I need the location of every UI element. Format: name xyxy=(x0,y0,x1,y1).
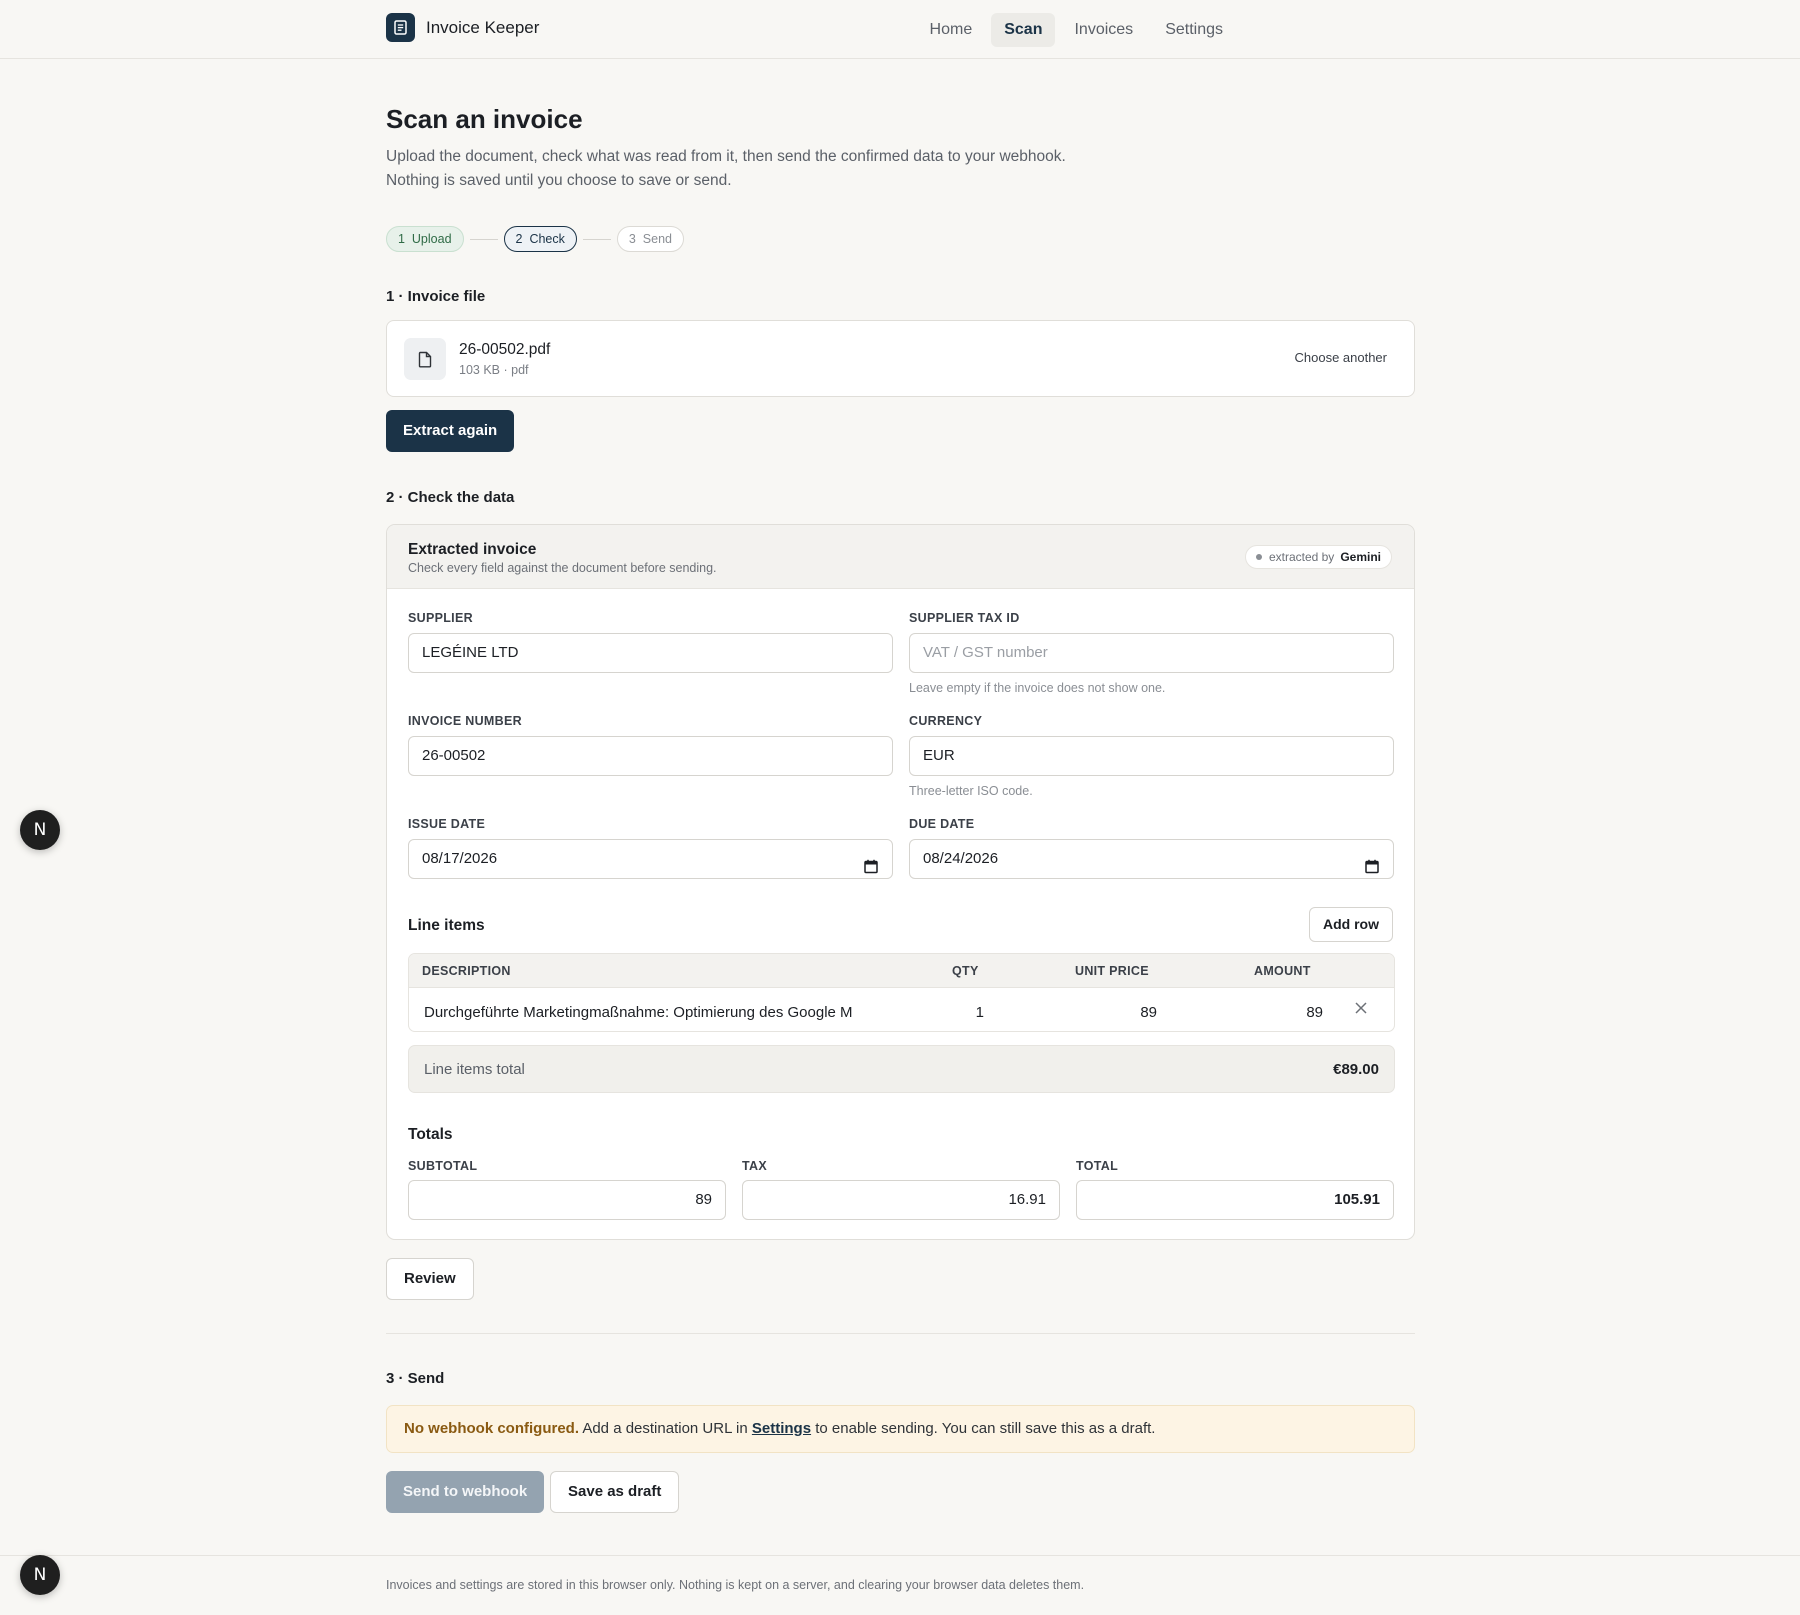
issue-date-input[interactable] xyxy=(408,839,893,879)
calendar-icon[interactable] xyxy=(864,851,878,889)
line-qty-input[interactable]: 1 xyxy=(975,1004,984,1021)
stepper xyxy=(386,226,684,252)
invoice-number-input[interactable]: 26-00502 xyxy=(408,736,893,776)
status-dot-icon xyxy=(1256,554,1262,560)
line-items-total-value: €89.00 xyxy=(1333,1061,1379,1078)
subtotal-label: SUBTOTAL xyxy=(408,1159,478,1173)
save-as-draft-button[interactable]: Save as draft xyxy=(550,1471,679,1513)
page-subtitle: Upload the document, check what was read from it, then send the confirmed data to your webhook. Nothing is saved until you choose to save or send. xyxy=(386,148,1066,189)
currency-hint: Three-letter ISO code. xyxy=(909,784,1033,798)
file-card xyxy=(386,320,1415,397)
extracted-invoice-card xyxy=(386,524,1415,1240)
settings-link[interactable]: Settings xyxy=(751,1420,812,1437)
step-send xyxy=(617,226,684,252)
app-name: Invoice Keeper xyxy=(426,17,540,37)
step-number: 1 xyxy=(398,232,405,246)
calendar-icon[interactable] xyxy=(1365,851,1379,889)
due-date-value: 08/24/2026 xyxy=(923,850,999,867)
step-label: Upload xyxy=(411,232,452,246)
line-items-title: Line items xyxy=(408,917,485,934)
footer xyxy=(0,1555,1800,1615)
issue-date-value: 08/17/2026 xyxy=(422,850,498,867)
section-send-label: 3 · Send xyxy=(386,1370,445,1387)
extract-again-button[interactable]: Extract again xyxy=(386,410,514,452)
extracted-by-model: Gemini xyxy=(1340,550,1381,564)
add-row-button[interactable]: Add row xyxy=(1309,907,1393,942)
supplier-label: SUPPLIER xyxy=(408,611,473,625)
alert-text: to enable sending. You can still save this as a draft. xyxy=(811,1420,1156,1437)
footer-text: Invoices and settings are stored in this browser only. Nothing is kept on a server, and clearing your browser data deletes them. xyxy=(386,1578,1085,1592)
main-nav xyxy=(917,13,1236,47)
line-description-input[interactable]: Durchgeführte Marketingmaßnahme: Optimierung des Google M xyxy=(424,1004,853,1021)
section-check-data-label: 2 · Check the data xyxy=(386,489,515,506)
divider xyxy=(386,1333,1415,1334)
alert-text: Add a destination URL in xyxy=(579,1420,752,1437)
receipt-icon xyxy=(386,13,415,42)
step-connector xyxy=(470,239,498,240)
step-number: 3 xyxy=(628,232,636,246)
choose-another-button[interactable]: Choose another xyxy=(1294,350,1387,365)
line-items-total xyxy=(408,1045,1395,1093)
line-items-total-label: Line items total xyxy=(424,1061,525,1078)
remove-row-icon[interactable] xyxy=(1354,1001,1368,1020)
line-unit-price-input[interactable]: 89 xyxy=(1140,1004,1157,1021)
dev-tools-badge[interactable]: N xyxy=(20,1555,60,1595)
send-to-webhook-button[interactable]: Send to webhook xyxy=(386,1471,544,1513)
extracted-by-label: extracted by xyxy=(1268,550,1335,564)
line-items-table xyxy=(408,953,1395,1032)
line-amount: 89 xyxy=(1306,1004,1323,1021)
section-invoice-file-label: 1 · Invoice file xyxy=(386,288,486,305)
supplier-tax-id-hint: Leave empty if the invoice does not show one. xyxy=(909,681,1166,695)
top-bar xyxy=(0,0,1800,59)
step-connector xyxy=(583,239,611,240)
column-unit-price: UNIT PRICE xyxy=(1075,964,1149,978)
extracted-by-badge xyxy=(1245,545,1392,569)
subtotal-input[interactable]: 89 xyxy=(408,1180,726,1220)
table-header xyxy=(409,954,1394,988)
nav-scan[interactable]: Scan xyxy=(991,13,1055,47)
file-meta: 103 KB · pdf xyxy=(459,363,529,377)
due-date-label: DUE DATE xyxy=(909,817,975,831)
column-amount: AMOUNT xyxy=(1254,964,1311,978)
no-webhook-alert xyxy=(386,1405,1415,1453)
page-title: Scan an invoice xyxy=(386,104,583,134)
currency-label: CURRENCY xyxy=(909,714,983,728)
step-check xyxy=(504,226,577,252)
currency-input[interactable]: EUR xyxy=(909,736,1394,776)
card-subtitle: Check every field against the document before sending. xyxy=(408,561,717,575)
card-header xyxy=(387,525,1414,589)
nav-invoices[interactable]: Invoices xyxy=(1074,21,1134,38)
column-description: DESCRIPTION xyxy=(422,964,511,978)
supplier-tax-id-label: SUPPLIER TAX ID xyxy=(909,611,1020,625)
review-button[interactable]: Review xyxy=(386,1258,474,1300)
nav-settings[interactable]: Settings xyxy=(1165,21,1223,38)
tax-label: TAX xyxy=(742,1159,767,1173)
step-number: 2 xyxy=(515,232,523,246)
step-label: Check xyxy=(529,232,565,246)
step-label: Send xyxy=(642,232,672,246)
invoice-number-label: INVOICE NUMBER xyxy=(408,714,522,728)
supplier-input[interactable]: LEGÉINE LTD xyxy=(408,633,893,673)
dev-tools-badge[interactable]: N xyxy=(20,810,60,850)
column-qty: QTY xyxy=(952,964,979,978)
total-label: TOTAL xyxy=(1076,1159,1119,1173)
totals-title: Totals xyxy=(408,1126,453,1143)
tax-input[interactable]: 16.91 xyxy=(742,1180,1060,1220)
nav-home[interactable]: Home xyxy=(929,21,973,38)
total-input[interactable]: 105.91 xyxy=(1076,1180,1394,1220)
supplier-tax-id-input[interactable]: VAT / GST number xyxy=(909,633,1394,673)
due-date-input[interactable] xyxy=(909,839,1394,879)
brand[interactable] xyxy=(386,13,539,42)
step-upload xyxy=(386,226,464,252)
alert-title: No webhook configured. xyxy=(404,1420,579,1437)
file-icon xyxy=(404,338,446,380)
file-name: 26-00502.pdf xyxy=(459,341,551,358)
issue-date-label: ISSUE DATE xyxy=(408,817,486,831)
card-title: Extracted invoice xyxy=(408,541,537,558)
